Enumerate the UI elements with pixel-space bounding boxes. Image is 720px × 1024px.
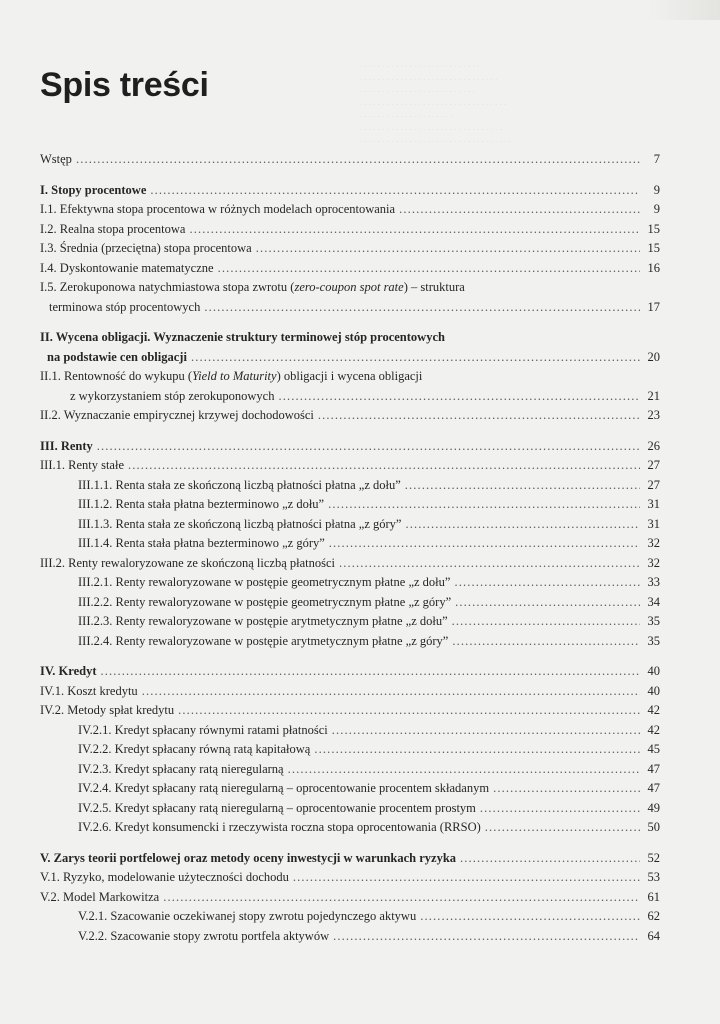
toc-section-3-2[interactable] [40,554,660,574]
dot-leader [454,573,640,593]
dot-leader [455,593,640,613]
toc-label: III.2.2. Renty rewaloryzowane w postępie geometrycznym płatne „z góry” [78,594,452,609]
toc-label: IV.2. Metody spłat kredytu [40,703,175,717]
page-corner-shadow [648,0,720,20]
toc-label: II.2. Wyznaczanie empirycznej krzywej dochodowości [40,408,314,422]
toc-subsection-3-2-4[interactable] [40,632,660,652]
toc-label: IV.2.6. Kredyt konsumencki i rzeczywista roczna stopa oprocentowania (RRSO) [78,820,481,834]
page-number: 40 [647,664,660,678]
toc-label: IV.1. Koszt kredytu [40,683,138,698]
toc-label: V.2. Model Markowitza [40,889,160,904]
page-number: 15 [647,221,660,236]
page-number: 31 [647,516,660,531]
page-number: 35 [647,633,660,648]
toc-chapter-3[interactable] [40,437,660,457]
toc-label: III. Renty [40,438,93,453]
toc-label: III.2.3. Renty rewaloryzowane w postępie arytmetycznym płatne „z dołu” [78,614,448,628]
page-number: 20 [647,349,660,364]
toc-label-line2: na podstawie cen obligacji [47,349,187,364]
toc-subsection-3-1-1[interactable] [40,476,660,496]
dot-leader [163,888,640,908]
dot-leader [218,259,640,279]
page-number: 32 [647,536,660,550]
toc-subsection-3-2-1[interactable] [40,573,660,593]
toc-label: III.2.4. Renty rewaloryzowane w postępie arytmetycznym płatne „z góry” [78,633,449,648]
toc-subsection-3-1-2[interactable] [40,495,660,515]
toc-label: V.2.2. Szacowanie stopy zwrotu portfela aktywów [78,928,330,943]
page-number: 45 [647,742,660,756]
page-number: 26 [647,438,660,453]
dot-leader [189,220,640,240]
toc-label-line2: z wykorzystaniem stóp zerokuponowych [70,388,275,403]
toc-label: III.1.3. Renta stała ze skończoną liczbą płatności płatna „z góry” [78,516,402,531]
toc-chapter-4[interactable] [40,662,660,682]
toc-chapter-1[interactable] [40,181,660,201]
page-number: 34 [647,594,660,609]
dot-leader [278,387,640,407]
page-number: 62 [647,909,660,923]
toc-label-line1: II. Wycena obligacji. Wyznaczenie struktury terminowej stóp procentowych [40,330,445,344]
dot-leader [191,348,640,368]
toc-label: III.2.1. Renty rewaloryzowane w postępie geometrycznym płatne „z dołu” [78,575,451,589]
toc-label: I. Stopy procentowe [40,182,147,197]
dot-leader [256,239,640,259]
toc-section-1-5[interactable] [40,278,660,317]
page-number: 47 [647,761,660,776]
page-title: Spis treści [40,66,209,104]
toc-label: V.1. Ryzyko, modelowanie użyteczności dochodu [40,870,289,884]
dot-leader [480,799,640,819]
dot-leader [420,907,640,927]
toc-label: IV.2.1. Kredyt spłacany równymi ratami płatności [78,722,328,737]
toc-label: III.1. Renty stałe [40,458,125,472]
toc-subsection-3-2-3[interactable] [40,612,660,632]
dot-leader [128,456,640,476]
toc-label: III.2. Renty rewaloryzowane ze skończoną liczbą płatności [40,555,336,570]
toc-subsection-4-2-3[interactable] [40,760,660,780]
dot-leader [101,662,641,682]
page-number: 27 [647,477,660,492]
page-number: 52 [647,850,660,865]
dot-leader [178,701,640,721]
term-italic: zero-coupon spot rate [294,280,404,294]
dot-leader [493,779,640,799]
dot-leader [339,554,640,574]
toc-label: V.2.1. Szacowanie oczekiwanej stopy zwrotu pojedynczego aktywu [78,909,417,923]
page-number: 32 [647,555,660,570]
toc-section-4-1[interactable] [40,682,660,702]
page-number: 7 [653,152,660,166]
toc-label-line1: II.1. Rentowność do wykupu (Yield to Maturity) obligacji i wycena obligacji [40,369,423,383]
toc-label: III.1.2. Renta stała płatna bezterminowo „z dołu” [78,497,325,511]
dot-leader [399,200,640,220]
dot-leader [460,849,640,869]
page-number: 35 [647,614,660,628]
dot-leader [204,298,640,318]
page-number: 21 [647,388,660,403]
toc-label: I.4. Dyskontowanie matematyczne [40,260,214,275]
page-number: 31 [647,497,660,511]
dot-leader [318,406,640,426]
dot-leader [314,740,640,760]
toc-subsection-3-2-2[interactable] [40,593,660,613]
page-number: 40 [647,683,660,698]
toc-section-3-1[interactable] [40,456,660,476]
toc-subsection-4-2-5[interactable] [40,799,660,819]
page-number: 50 [647,820,660,834]
page-number: 17 [647,299,660,314]
page-number: 16 [647,260,660,275]
toc-label: IV. Kredyt [40,664,97,678]
dot-leader [293,868,640,888]
page-number: 15 [647,241,660,255]
toc-label: I.2. Realna stopa procentowa [40,221,186,236]
toc-section-1-1[interactable] [40,200,660,220]
toc-label: IV.2.4. Kredyt spłacany ratą nieregularną – oprocentowanie procentem składanym [78,781,490,795]
page-number: 9 [653,182,660,197]
toc-label: IV.2.3. Kredyt spłacany ratą nieregularną [78,761,284,776]
dot-leader [150,181,640,201]
toc-label: III.1.1. Renta stała ze skończoną liczbą płatności płatna „z dołu” [78,477,401,492]
dot-leader [405,515,640,535]
dot-leader [288,760,640,780]
toc-section-1-4[interactable] [40,259,660,279]
toc-label: IV.2.2. Kredyt spłacany równą ratą kapitałową [78,742,311,756]
dot-leader [485,818,640,838]
toc-subsection-3-1-4[interactable] [40,534,660,554]
dot-leader [405,476,640,496]
toc-label: Wstęp [40,152,72,166]
dot-leader [333,927,640,947]
toc-section-5-2[interactable] [40,888,660,908]
term-italic: Yield to Maturity [192,369,277,383]
toc-label-line1: I.5. Zerokuponowa natychmiastowa stopa zwrotu (zero-coupon spot rate) – struktura [40,280,465,294]
toc-subsection-4-2-4[interactable] [40,779,660,799]
toc-section-4-2[interactable] [40,701,660,721]
table-of-contents [40,150,660,946]
page-number: 23 [647,408,660,422]
toc-section-2-2[interactable] [40,406,660,426]
page-number: 47 [647,781,660,795]
dot-leader [329,534,640,554]
show-through-text: . . . . . . . . . . . . . . . . . . . . . . . . . . . . . . . . . . . . . . . . . . . . . . . . . . . . . . . . . . . . . . . . . . . . . . . . . . . . . . . . . . . . . . . . . . . . . . . . . . . . . . . . . . . . . . . . . . . . . . . . . . . . . . . . . . . . . . . . . . . . . . . . . . . . . . . . . . . . . . . . . . . . . . . . . . . . . . . . . . . . . . . . . . . . . . . . . . . . . . . . . . . . [360,59,511,144]
page-number: 27 [647,458,660,472]
dot-leader [328,495,640,515]
toc-subsection-5-2-2[interactable] [40,927,660,947]
toc-label: I.3. Średnia (przeciętna) stopa procentowa [40,241,252,255]
dot-leader [142,682,640,702]
toc-section-2-1[interactable] [40,367,660,406]
toc-section-1-3[interactable] [40,239,660,259]
dot-leader [332,721,640,741]
toc-chapter-2[interactable] [40,328,660,367]
toc-label: III.1.4. Renta stała płatna bezterminowo „z góry” [78,536,325,550]
toc-section-5-1[interactable] [40,868,660,888]
dot-leader [97,437,640,457]
page-number: 64 [647,928,660,943]
toc-subsection-5-2-1[interactable] [40,907,660,927]
dot-leader [76,150,640,170]
page-number: 42 [647,722,660,737]
toc-subsection-4-2-6[interactable] [40,818,660,838]
toc-chapter-5[interactable] [40,849,660,869]
toc-subsection-3-1-3[interactable] [40,515,660,535]
page-number: 53 [647,870,660,884]
page-number: 49 [647,800,660,815]
toc-entry-wstep[interactable] [40,150,660,170]
page-number: 42 [647,703,660,717]
toc-section-1-2[interactable] [40,220,660,240]
page-number: 33 [647,575,660,589]
page-number: 61 [647,889,660,904]
page-number: 9 [653,202,660,216]
toc-subsection-4-2-1[interactable] [40,721,660,741]
dot-leader [452,632,640,652]
toc-label: I.1. Efektywna stopa procentowa w różnych modelach oprocentowania [40,202,396,216]
dot-leader [452,612,640,632]
toc-label: IV.2.5. Kredyt spłacany ratą nieregularną – oprocentowanie procentem prostym [78,800,476,815]
toc-label: V. Zarys teorii portfelowej oraz metody oceny inwestycji w warunkach ryzyka [40,850,457,865]
toc-label-line2: terminowa stóp procentowych [49,299,201,314]
toc-subsection-4-2-2[interactable] [40,740,660,760]
